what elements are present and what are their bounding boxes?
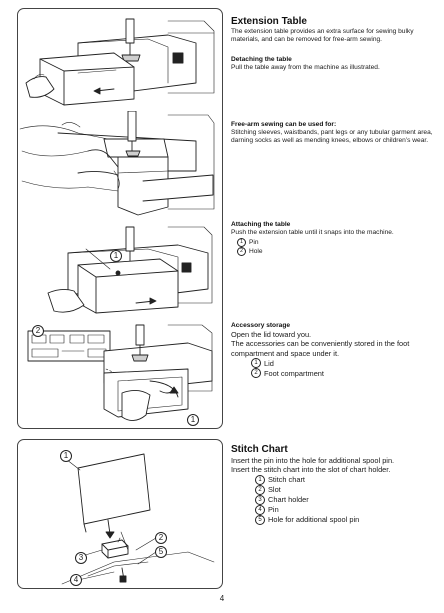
stitch-chart-parts-list — [255, 475, 438, 525]
callout-pin-4: 4 — [70, 574, 82, 586]
extension-table-illustration-panel — [17, 8, 223, 429]
item-number: 5 — [255, 515, 265, 525]
accessory-line-1: Open the lid toward you. — [231, 330, 312, 339]
list-item — [255, 505, 438, 515]
item-label: Foot compartment — [264, 368, 324, 378]
accessory-parts-list — [251, 358, 438, 378]
free-arm-text: Stitching sleeves, waistbands, pant legs or any tubular garment area, darning socks as well as mending knees, elbows or children’s wear. — [231, 129, 433, 145]
detaching-heading: Detaching the table — [231, 56, 292, 63]
list-item — [237, 238, 438, 247]
extension-table-title: Extension Table — [231, 16, 307, 27]
accessory-line-2: The accessories can be conveniently stored in the foot compartment and space under it. — [231, 339, 410, 358]
accessory-storage-figure — [18, 321, 222, 427]
list-item — [237, 247, 438, 256]
item-label: Stitch chart — [268, 475, 305, 485]
callout-hole-5: 5 — [155, 546, 167, 558]
free-arm-heading: Free-arm sewing can be used for: — [231, 121, 337, 128]
attaching-table-figure — [18, 223, 222, 319]
list-item — [251, 358, 438, 368]
item-number: 4 — [255, 505, 265, 515]
attaching-section — [231, 221, 438, 256]
item-label: Pin — [249, 238, 259, 246]
item-number: 2 — [237, 247, 246, 256]
list-item — [255, 495, 438, 505]
extension-table-section — [231, 16, 438, 45]
item-label: Pin — [268, 505, 279, 515]
stitch-chart-line-1: Insert the pin into the hole for additional spool pin. — [231, 456, 395, 465]
item-label: Slot — [268, 485, 281, 495]
item-label: Hole — [249, 247, 263, 255]
stitch-chart-section — [231, 444, 438, 525]
item-number: 2 — [255, 485, 265, 495]
list-item — [255, 475, 438, 485]
callout-stitch-chart-1: 1 — [60, 450, 72, 462]
callout-chart-holder-3: 3 — [75, 552, 87, 564]
stitch-chart-figure — [18, 440, 222, 588]
free-arm-figure — [18, 111, 222, 219]
list-item — [251, 368, 438, 378]
page-number: 4 — [219, 594, 225, 603]
list-item — [255, 485, 438, 495]
item-number: 1 — [251, 358, 261, 368]
callout-lid-1: 1 — [187, 414, 199, 426]
item-label: Lid — [264, 358, 274, 368]
list-item — [255, 515, 438, 525]
extension-table-intro: The extension table provides an extra surface for sewing bulky materials, and can be removed for free-arm sewing. — [231, 28, 414, 44]
detaching-text: Pull the table away from the machine as illustrated. — [231, 64, 380, 71]
detaching-section — [231, 56, 438, 72]
item-label: Hole for additional spool pin — [268, 515, 360, 525]
stitch-chart-line-2: Insert the stitch chart into the slot of chart holder. — [231, 465, 391, 475]
stitch-chart-title: Stitch Chart — [231, 444, 288, 455]
detaching-table-figure — [18, 13, 222, 109]
attaching-parts-list — [237, 238, 438, 256]
callout-slot-2: 2 — [155, 532, 167, 544]
attaching-text: Push the extension table until it snaps into the machine. — [231, 229, 394, 236]
stitch-chart-illustration-panel — [17, 439, 223, 589]
item-number: 1 — [255, 475, 265, 485]
accessory-storage-section — [231, 322, 438, 378]
accessory-heading: Accessory storage — [231, 322, 291, 329]
callout-pin-1: 1 — [110, 250, 122, 262]
callout-foot-compartment-2: 2 — [32, 325, 44, 337]
item-number: 1 — [237, 238, 246, 247]
free-arm-section — [231, 121, 438, 146]
item-label: Chart holder — [268, 495, 309, 505]
attaching-heading: Attaching the table — [231, 221, 291, 228]
item-number: 3 — [255, 495, 265, 505]
item-number: 2 — [251, 368, 261, 378]
